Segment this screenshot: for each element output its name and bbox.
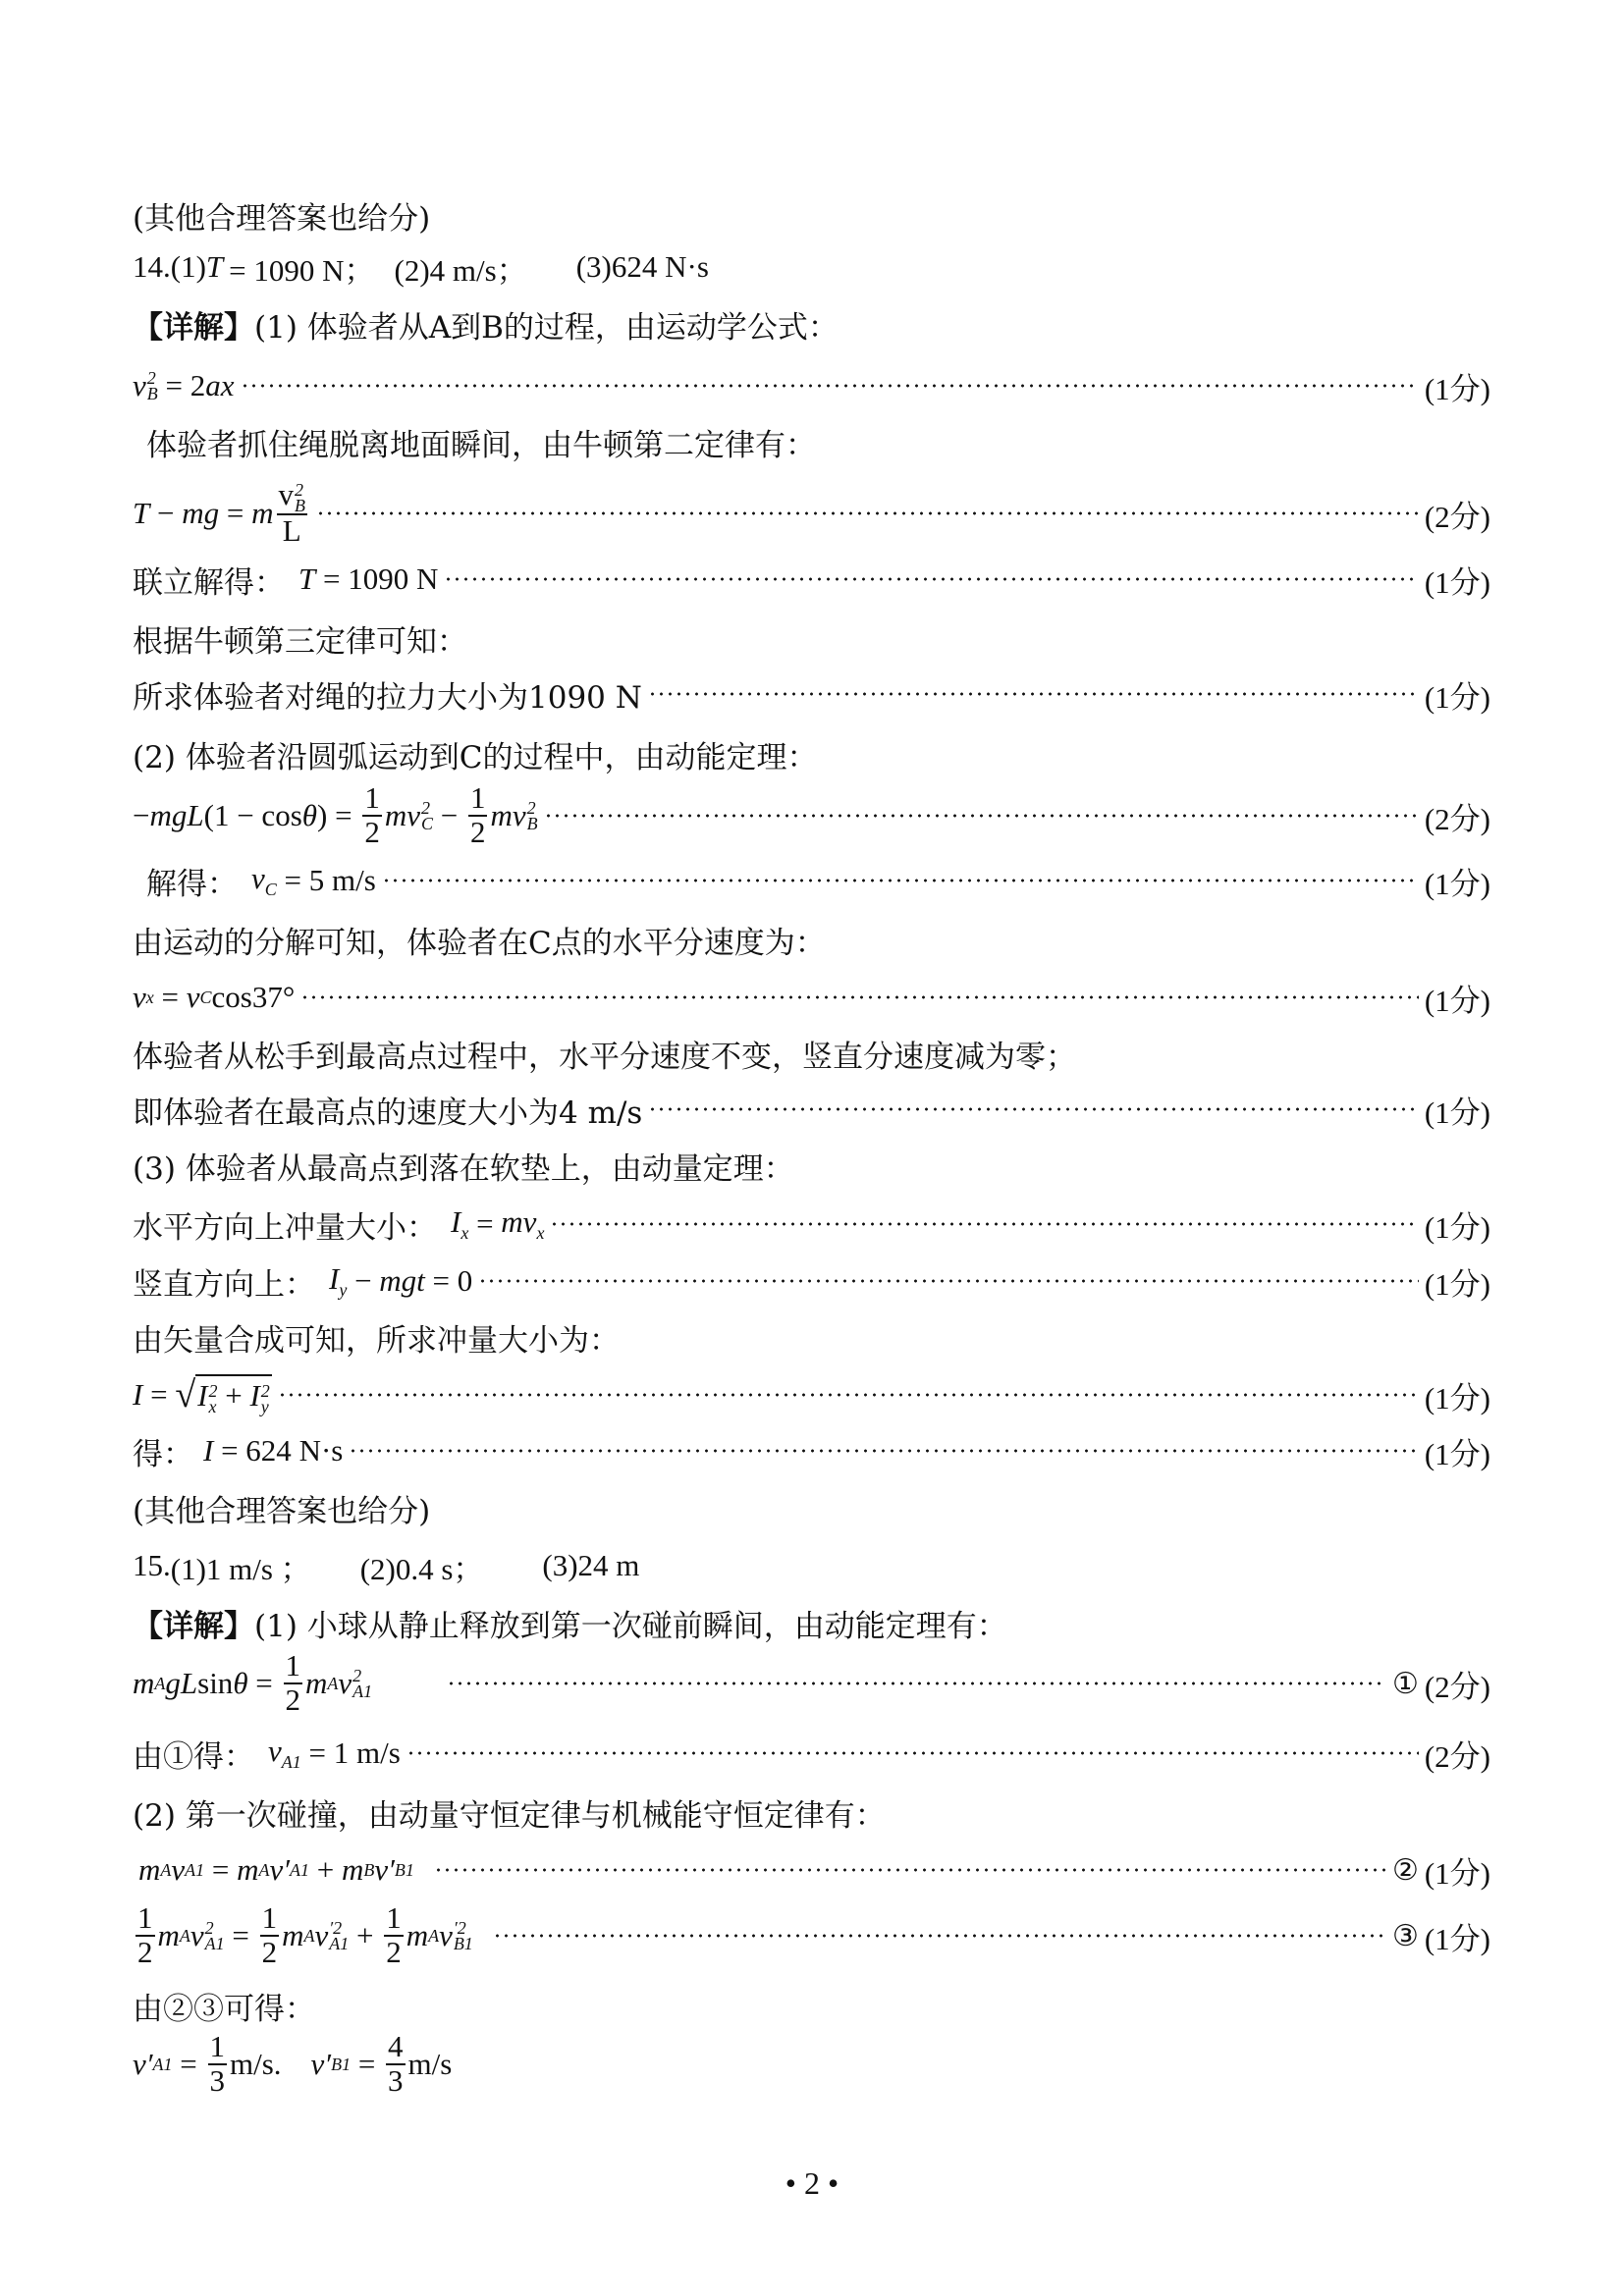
score-badge: (1分) xyxy=(1424,1095,1490,1130)
q14-eq10-row xyxy=(133,1252,1490,1310)
q15-from-2-3: 由②③可得： xyxy=(133,1991,315,2027)
q14-eq9: 水平方向上冲量大小： $I_x$ = $mv_x$ xyxy=(133,1203,545,1246)
q15-eq2-row xyxy=(133,1724,1490,1783)
q14-detail-2-intro: (2) 体验者沿圆弧运动到C的过程中，由动能定理： xyxy=(133,739,818,775)
score-badge: (1分) xyxy=(1424,371,1490,406)
leader-dots xyxy=(447,1682,1386,1685)
q14-eq5-row xyxy=(133,780,1490,849)
score-badge: (1分) xyxy=(1424,679,1490,715)
q14-eq8: 即体验者在最高点的速度大小为4 m/s xyxy=(133,1095,643,1131)
score-badge: (1分) xyxy=(1424,1855,1490,1891)
equation-mark-3: ③ xyxy=(1391,1918,1419,1953)
q15-result: v′ A1 = $\frac{1}{3}$ m/s. v′ B1 = $\frac{4}{3}$ m/s xyxy=(133,2029,453,2098)
q15-eq4-row xyxy=(133,1900,1490,1969)
score-badge: (2分) xyxy=(1424,801,1490,836)
q15-eq4: $\frac{1}{2}$ m A v 2 A1 = $\frac{1}{2}$ m A v ′2 A1 + $\frac{1}{2}$ m A v ′2 B1 xyxy=(137,1900,473,1969)
q14-eq2: T − mg = m v 2 B L xyxy=(133,477,305,549)
leader-dots xyxy=(648,692,1419,696)
q14-eq3: 联立解得： T = 1090 N xyxy=(133,561,439,601)
q15-part3: (3)24 m xyxy=(542,1548,640,1582)
q14-newton2-intro: 体验者抓住绳脱离地面瞬间，由牛顿第二定律有： xyxy=(146,427,816,463)
score-badge: (2分) xyxy=(1424,1738,1490,1774)
q14-eq2-row xyxy=(133,477,1490,549)
score-badge: (2分) xyxy=(1424,1669,1490,1704)
leader-dots xyxy=(544,814,1419,818)
leader-dots xyxy=(648,1107,1419,1111)
q14-part1-value: = 1090 N； xyxy=(229,252,375,288)
q15-label: 15. xyxy=(133,1548,171,1582)
q14-eq11-row xyxy=(133,1365,1490,1424)
leader-dots xyxy=(478,1279,1419,1283)
detail-tag: 【详解】 xyxy=(133,1608,254,1644)
q14-answer-summary xyxy=(133,238,1490,296)
page-number: • 2 • xyxy=(785,2165,839,2201)
q15-eq3: m A v A1 = m A v′ A1 + m B v′ B1 xyxy=(138,1852,414,1887)
q14-eq5: − mgL (1 − cos θ ) = $\frac{1}{2}$ mv 2 C − $\frac{1}{2}$ mv 2 B xyxy=(133,780,538,849)
leader-dots xyxy=(278,1393,1419,1397)
q14-eq9-row xyxy=(133,1195,1490,1254)
equation-mark-1: ① xyxy=(1391,1666,1419,1701)
score-badge: (1分) xyxy=(1424,1209,1490,1245)
leader-dots xyxy=(316,511,1419,515)
q15-part2: (2)0.4 s； xyxy=(359,1551,484,1586)
q14-eq1-row xyxy=(133,356,1490,415)
q14-eq4-row xyxy=(133,665,1490,723)
score-badge: (1分) xyxy=(1424,1436,1490,1471)
q15-eq2: 由①得： $v_{A1}$ = 1 m/s xyxy=(133,1733,401,1775)
q15-part1: (1)1 m/s ； xyxy=(170,1551,311,1586)
leader-dots xyxy=(382,879,1419,882)
q14-eq11: I = √ I 2 x + I 2 y xyxy=(133,1374,270,1417)
q15-answer-summary xyxy=(133,1536,1490,1595)
q14-newton3: 根据牛顿第三定律可知： xyxy=(133,623,467,660)
q14-eq8-row xyxy=(133,1080,1490,1139)
q14-eq12-row xyxy=(133,1421,1490,1480)
q15-detail-1-intro: 【详解】 (1) 小球从静止释放到第一次碰前瞬间，由动能定理有： xyxy=(133,1593,1490,1652)
q15-eq1: m A gL sin θ = $\frac{1}{2}$ m A v 2 A1 xyxy=(133,1648,373,1717)
q15-eq3-row xyxy=(133,1841,1490,1899)
q14-eq3-row xyxy=(133,550,1490,609)
q14-label: 14. xyxy=(133,249,171,284)
q14-part1-var: T xyxy=(205,249,224,284)
q15-eq1-row xyxy=(133,1648,1490,1717)
score-badge: (1分) xyxy=(1424,983,1490,1018)
q14-eq6: 解得： $v_C$ = 5 m/s xyxy=(146,860,376,902)
equation-mark-2: ② xyxy=(1391,1852,1419,1888)
leader-dots xyxy=(300,995,1419,999)
leader-dots xyxy=(550,1222,1418,1226)
q15-result-row xyxy=(133,2029,1490,2098)
q14-vector: 由矢量合成可知，所求冲量大小为： xyxy=(133,1322,620,1359)
q14-eq6-row xyxy=(133,851,1490,910)
leader-dots xyxy=(241,384,1419,388)
q15-detail-2-intro: (2) 第一次碰撞，由动量守恒定律与机械能守恒定律有： xyxy=(133,1797,886,1834)
leader-dots xyxy=(434,1868,1386,1872)
q14-part2: (2)4 m/s； xyxy=(394,252,527,288)
score-badge: (1分) xyxy=(1424,1921,1490,1956)
leader-dots xyxy=(444,577,1418,581)
leader-dots xyxy=(493,1934,1386,1938)
score-badge: (2分) xyxy=(1424,499,1490,534)
q14-part1-label: (1) xyxy=(170,249,206,284)
q14-eq1: v 2 B = 2 ax xyxy=(133,367,235,403)
q14-eq7-row xyxy=(133,968,1490,1027)
q14-part3: (3)624 N·s xyxy=(575,249,709,284)
score-badge: (1分) xyxy=(1424,866,1490,901)
q14-eq7: v x = v C cos37° xyxy=(133,980,296,1014)
leader-dots xyxy=(406,1751,1419,1755)
q14-detail-1-intro: 【详解】 (1) 体验者从A到B的过程，由运动学公式： xyxy=(133,294,1490,353)
score-badge: (1分) xyxy=(1424,564,1490,600)
score-badge: (1分) xyxy=(1424,1380,1490,1415)
detail-tag: 【详解】 xyxy=(133,309,254,346)
q14-decompose: 由运动的分解可知，体验者在C点的水平分速度为： xyxy=(133,925,826,961)
q14-eq4: 所求体验者对绳的拉力大小为1090 N xyxy=(133,679,642,716)
note-other-answers-top: (其他合理答案也给分) xyxy=(133,200,431,237)
q14-detail-3-intro: (3) 体验者从最高点到落在软垫上，由动量定理： xyxy=(133,1150,794,1187)
score-badge: (1分) xyxy=(1424,1266,1490,1302)
q14-horizontal: 体验者从松手到最高点过程中，水平分速度不变，竖直分速度减为零； xyxy=(133,1039,1076,1075)
q14-eq12: 得： I = 624 N·s xyxy=(133,1433,344,1472)
note-other-answers-bottom: (其他合理答案也给分) xyxy=(133,1493,431,1529)
leader-dots xyxy=(349,1449,1419,1453)
q14-eq10: 竖直方向上： $I_y$ − mgt = 0 xyxy=(133,1260,473,1303)
